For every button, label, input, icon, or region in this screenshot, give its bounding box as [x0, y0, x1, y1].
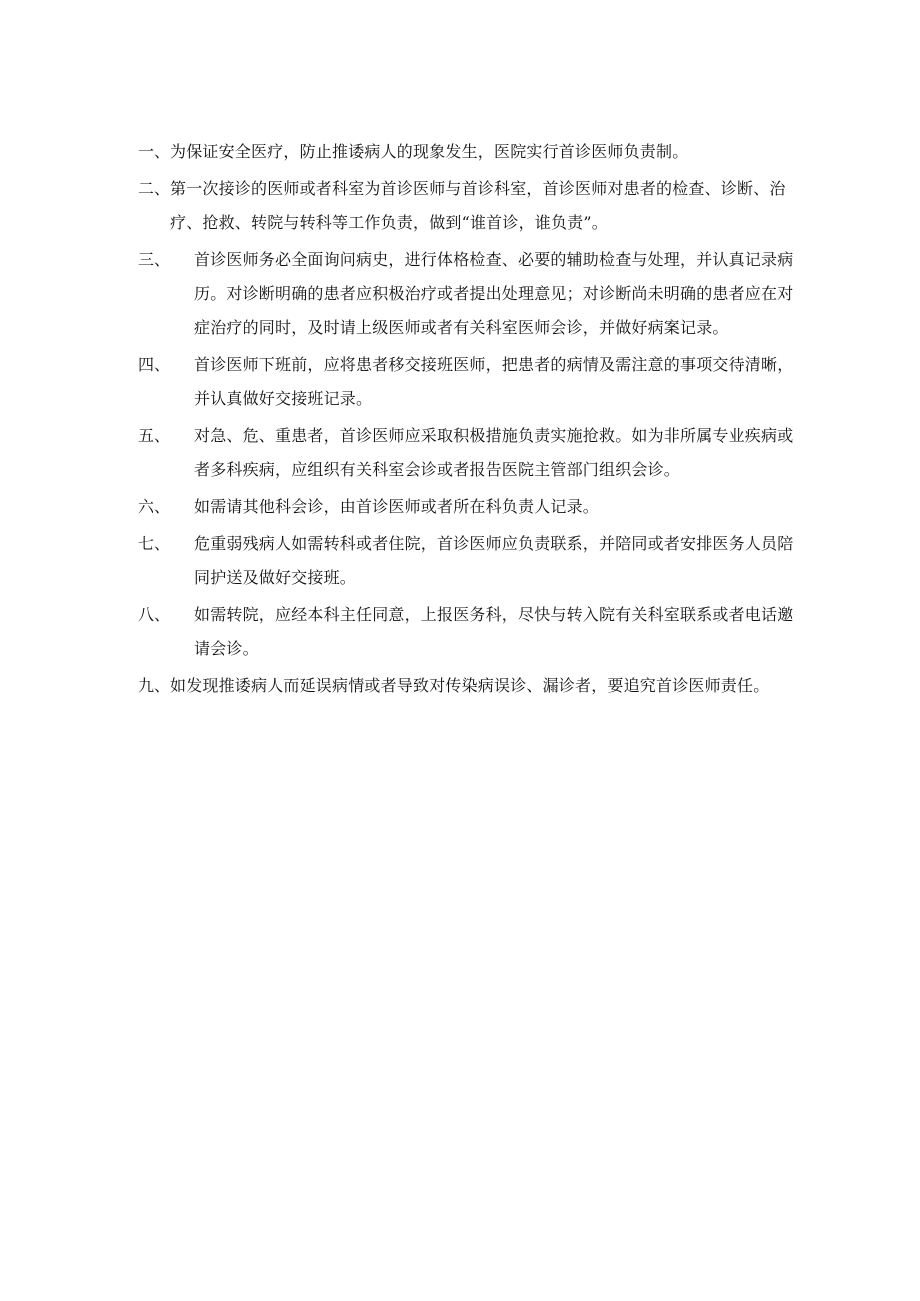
item-text: 对急、危、重患者，首诊医师应采取积极措施负责实施抢救。如为非所属专业疾病或者多科疾病，应组织有关科室会诊或者报告医院主管部门组织会诊。 [194, 426, 794, 479]
item-text: 首诊医师下班前，应将患者移交接班医师，把患者的病情及需注意的事项交待清晰，并认真做好交接班记录。 [194, 355, 794, 408]
list-item [138, 348, 798, 416]
item-text: 如需请其他科会诊，由首诊医师或者所在科负责人记录。 [194, 497, 600, 516]
item-number: 九、 [138, 676, 171, 695]
list-item [138, 490, 798, 524]
list-item [138, 243, 798, 345]
list-item [138, 598, 798, 666]
list-item [138, 527, 798, 595]
list-item [138, 172, 798, 240]
item-number: 四、 [138, 355, 171, 374]
item-number: 八、 [138, 605, 171, 624]
item-number: 一、 [138, 142, 171, 161]
rules-list [138, 135, 798, 706]
item-text: 危重弱残病人如需转科或者住院，首诊医师应负责联系，并陪同或者安排医务人员陪同护送及做好交接班。 [194, 534, 794, 587]
item-number: 五、 [138, 426, 171, 445]
item-text: 如需转院，应经本科主任同意，上报医务科，尽快与转入院有关科室联系或者电话邀请会诊。 [194, 605, 794, 658]
item-number: 二、 [138, 179, 171, 198]
item-number: 六、 [138, 497, 171, 516]
item-text: 首诊医师务必全面询问病史，进行体格检查、必要的辅助检查与处理，并认真记录病历。对诊断明确的患者应积极治疗或者提出处理意见；对诊断尚未明确的患者应在对症治疗的同时，及时请上级医师或者有关科室医师会诊，并做好病案记录。 [194, 250, 794, 337]
list-item [138, 669, 798, 703]
list-item [138, 135, 798, 169]
item-number: 三、 [138, 250, 171, 269]
list-item [138, 419, 798, 487]
item-text: 第一次接诊的医师或者科室为首诊医师与首诊科室，首诊医师对患者的检查、诊断、治疗、抢救、转院与转科等工作负责，做到“谁首诊，谁负责”。 [170, 179, 786, 232]
item-text: 为保证安全医疗，防止推诿病人的现象发生，医院实行首诊医师负责制。 [170, 142, 689, 161]
item-text: 如发现推诿病人而延误病情或者导致对传染病误诊、漏诊者，要追究首诊医师责任。 [170, 676, 770, 695]
item-number: 七、 [138, 534, 171, 553]
